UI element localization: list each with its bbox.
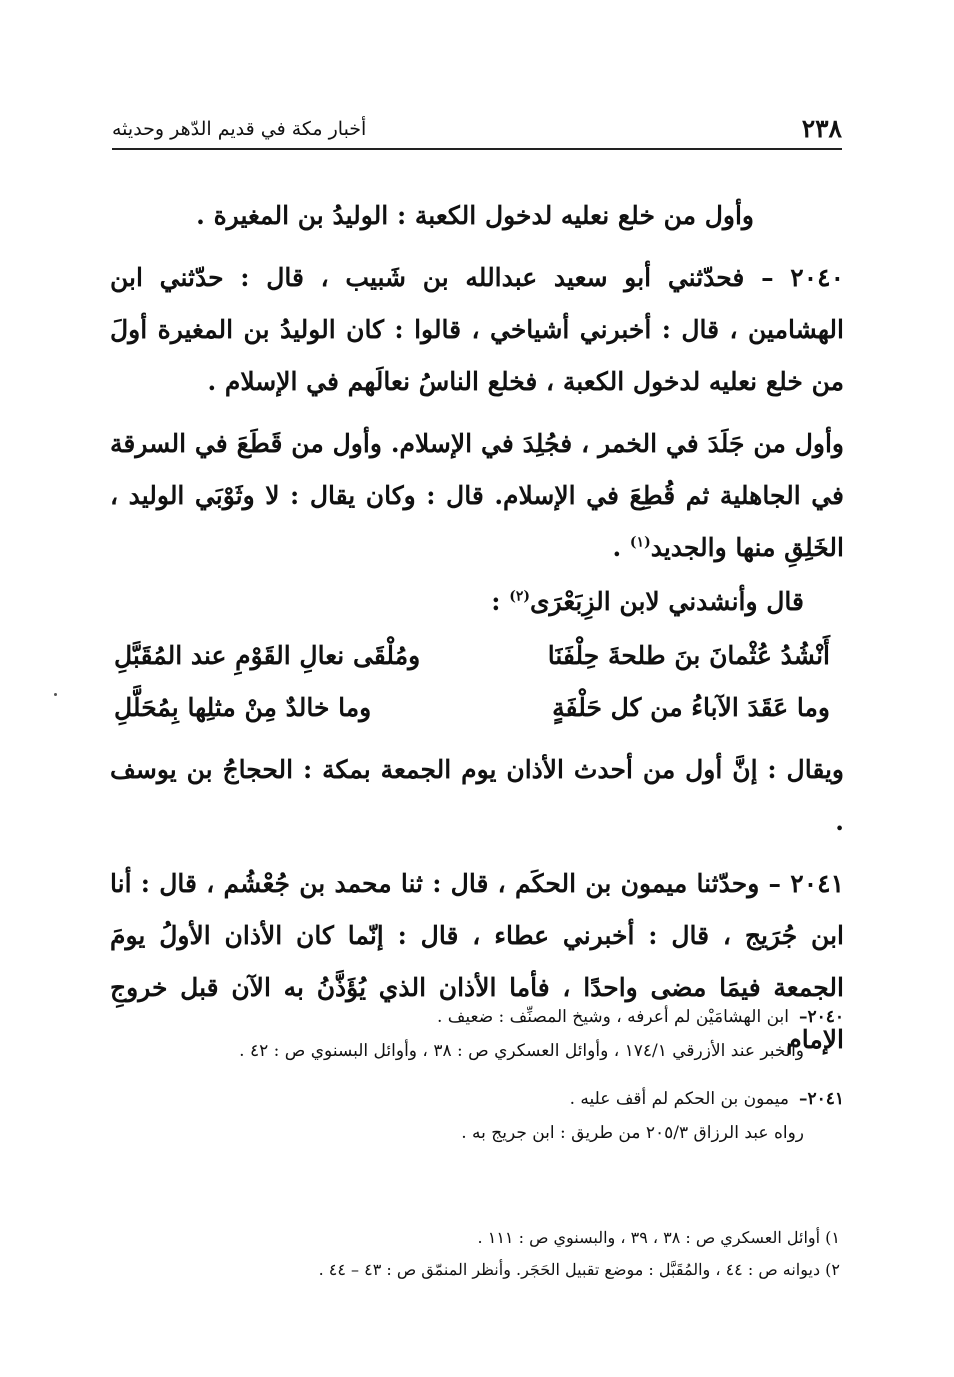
hadith-2041: ٢٠٤١ – وحدّثنا ميمون بن الحكَم ، قال : ثنا محمد بن جُعْشُم ، قال : أنا ابن جُرَيج ، قال : أخبرني عطاء ، قال : إنّما كان الأذان الأولُ يومَ الجمعة فيمَا مضى واحدًا ، فأما الأذان الذي يُؤَذَّنُ به الآن قبل خروجِ الإمام <box>110 869 844 1054</box>
verse-2-second-hemistich: وما خالدٌ مِنْ مثلِها بِمُحَلَّلِ <box>114 693 372 722</box>
paragraph-3-text: وأول من جَلَدَ في الخمر ، فجُلِدَ في الإسلام. وأول من قَطَعَ في السرقة في الجاهلية ثم قُطِعَ في الإسلام. قال : وكان يقال : لا وثَوْبَي الوليد ، الخَلِقِ منها والجديد <box>110 429 845 562</box>
note-line: رواه عبد الرزاق ٢٠٥/٣ من طريق : ابن جريج به . <box>461 1123 804 1143</box>
note-2041 <box>110 1082 844 1150</box>
note-line: والخبر عند الأزرقي ١٧٤/١ ، وأوائل العسكري ص : ٣٨ ، وأوائل البسنوي ص : ٤٢ . <box>239 1041 804 1061</box>
running-title: أخبار مكة في قديم الدّهر وحديثه <box>112 118 367 140</box>
footnotes <box>110 1222 844 1286</box>
paragraph-4-text: قال وأنشدني لابن الزِبَعْرَى <box>529 587 804 616</box>
page-number: ٢٣٨ <box>801 114 842 143</box>
paragraph-4 <box>110 576 844 628</box>
note-line: ابن الهشامَيْن لم أعرفه ، وشيخ المصنِّف : ضعيف . <box>436 1007 789 1027</box>
hadith-2040: ٢٠٤٠ – فحدّثني أبو سعيد عبدالله بن شَبيب ، قال : حدّثني ابن الهشامين ، قال : أخبرني أشياخي ، قالوا : كان الوليدُ بن المغيرة أولَ من خلع نعليه لدخول الكعبة ، فخلع الناسُ نعالَهم في الإسلام . <box>110 263 844 396</box>
page-header <box>112 112 842 150</box>
footnote-2: ٢) ديوانه ص : ٤٤ ، والمُقَبَّل : موضع تقبيل الحَجَر. وأنظر المنمّق ص : ٤٣ – ٤٤ . <box>318 1260 840 1279</box>
note-number: ٢٠٤٠– <box>798 1007 844 1027</box>
verse-1-first-hemistich: أَنْشُدُ عُثْمانَ بنَ طلحةَ حِلْفَنَا <box>547 641 830 670</box>
note-2040 <box>110 1000 844 1068</box>
main-text <box>110 190 844 1076</box>
paragraph-3-end: . <box>612 533 630 562</box>
poem-verse-1 <box>110 630 844 682</box>
verse-1-second-hemistich: ومُلْقَى نعالِ القَوْمِ عند المُقَبَّلِ <box>114 641 421 670</box>
footnote-ref-2: (٢) <box>509 588 530 605</box>
verse-2-first-hemistich: وما عَقَدَ الآباءُ من كل حَلْفَةٍ <box>552 693 830 722</box>
note-number: ٢٠٤١– <box>798 1089 844 1109</box>
poem-verse-2 <box>110 682 844 734</box>
footnote-ref-1: (١) <box>629 534 651 551</box>
editor-notes <box>110 1000 844 1164</box>
paragraph-4-end: : <box>491 587 510 616</box>
paragraph-1: وأول من خلع نعليه لدخول الكعبة : الوليدُ بن المغيرة . <box>196 201 754 230</box>
note-line: ميمون بن الحكم لم أقف عليه . <box>569 1089 789 1109</box>
footnote-1: ١) أوائل العسكري ص : ٣٨ ، ٣٩ ، والبسنوي ص : ١١١ . <box>477 1228 840 1247</box>
paragraph-3 <box>110 418 844 574</box>
margin-mark <box>54 693 57 696</box>
paragraph-5: ويقال : إنَّ أول من أحدث الأذان يوم الجمعة بمكة : الحجاجُ بن يوسف . <box>110 755 844 836</box>
